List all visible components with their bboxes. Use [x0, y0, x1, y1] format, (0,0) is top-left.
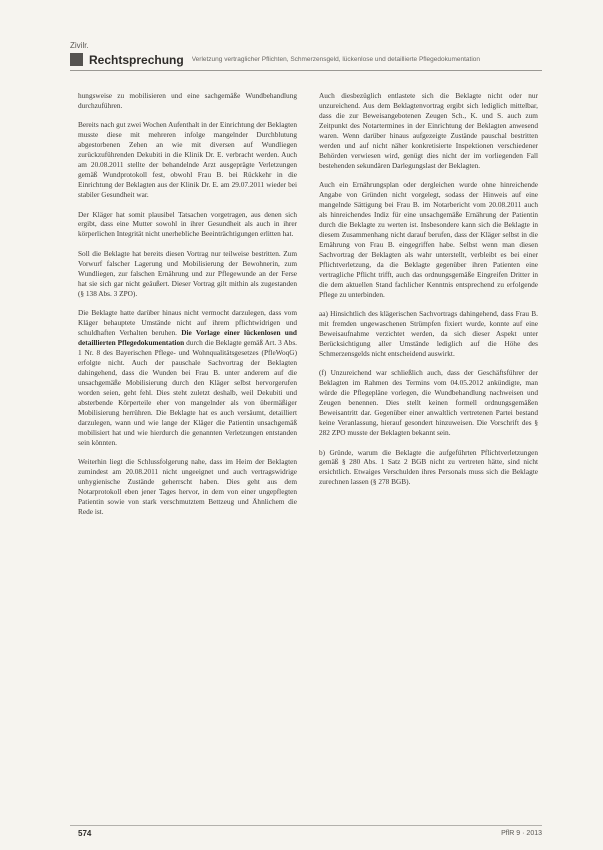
paragraph-text: durch die Beklagte gemäß Art. 3 Abs. 1 Nr. 8 des Bayerischen Pflege- und Wohnqualitätsgesetzes (PfleWoqG) erfolgte nicht. Auch der pauschale Sachvortrag der Beklagten dahingehend, dass die Wunden bei Frau B. unter anderem auf die unsachgemäße Mobilisierung durch den Kläger selbst hervorgerufen worden seien, geht fehl. Dies steht zuletzt deshalb, weil Dekubiti und absterbende Körperteile eher von mangelnder als von übermäßiger Mobilisierung herrühren. Die Beklagte hat es auch versäumt, detailliert darzulegen, wann und wie lange der Kläger die Patientin unsachgemäß mobilisiert hat und wie hierdurch die genannten Verletzungen entstanden sein könnten. [78, 338, 297, 447]
right-column [319, 91, 538, 497]
paragraph: Der Kläger hat somit plausibel Tatsachen vorgetragen, aus denen sich ergibt, dass eine Mutter sowohl in ihrer Gesundheit als auch in ihrer körperlichen Integrität nicht unerhebliche Beeinträchtigungen erlitten hat. [78, 209, 297, 239]
paragraph: Auch diesbezüglich entlastete sich die Beklagte nicht oder nur unzureichend. Aus dem Beklagtenvortrag ergibt sich lediglich mittelbar, dass die zur Beweisangebotenen Zeugen Sch., K. und S. auch zum Zeitpunkt des Notartermines in der Einrichtung der Beklagten anwesend waren. Wenn darüber hinaus aufgezeigte Zustände pauschal bestritten werden und auf nicht näher konkretisierte Inspektionen verschiedener Behörden verwiesen wird, genügt dies nicht der im vorliegenden Fall bestehenden sekundären Darlegungslast der Beklagten. [319, 91, 538, 170]
section-subtitle: Verletzung vertraglicher Pflichten, Schmerzensgeld, lückenlose und detaillierte Pflegedokumentation [191, 56, 481, 63]
paragraph-text: Die Beklagte hatte darüber hinaus nicht vermocht darzulegen, dass vom Kläger behauptete Umstände nicht auf ihrem pflichtwidrigen und schuldhaften Verhalten beruhen. [78, 308, 297, 338]
journal-reference: PflR 9 · 2013 [501, 830, 542, 837]
paragraph: b) Gründe, warum die Beklagte die aufgeführten Pflichtverletzungen gemäß § 280 Abs. 1 Satz 2 BGB nicht zu vertreten hätte, sind nicht ersichtlich. Etwaiges Verschulden ihres Personals muss sich die Beklagte zurechnen lassen (§ 278 BGB). [319, 447, 538, 487]
footer-divider [70, 825, 542, 826]
paragraph: hungsweise zu mobilisieren und eine sachgemäße Wundbehandlung durchzuführen. [78, 91, 297, 110]
paragraph: aa) Hinsichtlich des klägerischen Sachvortrags dahingehend, dass Frau B. mit fremden ungewaschenen Strümpfen fixiert wurde, konnte auf eine Beweisaufnahme verzichtet werden, da sich dieser Aspekt unter Berücksichtigung aller Umstände lediglich auf die Höhe des Schmerzensgelds nicht entscheidend auswirkt. [319, 309, 538, 358]
section-title: Rechtsprechung [89, 52, 184, 67]
header-divider [70, 70, 542, 71]
paragraph [78, 308, 297, 447]
paragraph: Bereits nach gut zwei Wochen Aufenthalt in der Einrichtung der Beklagten musste diese mit mehreren infolge mangelnder Durchblutung abgestorbenen Zehen an wie mit diversen auf Wundliegen zurückzuführenden Dekubiti in die Klinik Dr. E. verbracht werden. Auch am 20.08.2011 stellte der behandelnde Arzt ausgeprägte Verletzungen gemäß Wundprotokoll fest, obwohl Frau B. bei Rückkehr in die Einrichtung der Beklagten aus der Klinik Dr. E. am 29.07.2011 wieder bei stabiler Gesundheit war. [78, 120, 297, 200]
paragraph: Soll die Beklagte hat bereits diesen Vortrag nur teilweise bestritten. Zum Vorwurf falscher Lagerung und Mobilisierung der Bewohnerin, zum Wundliegen, zur falschen Ernährung und zur Pflegewunde an der Ferse hat sie sich gar nicht geäußert. Dieser Vortrag gilt mithin als zugestanden (§ 138 Abs. 3 ZPO). [78, 248, 297, 298]
left-column [78, 91, 297, 526]
emphasized-text: Die Vorlage einer lückenlosen und detaillierten Pflegedokumentation [78, 328, 297, 348]
page-number: 574 [78, 829, 92, 838]
paragraph: (f) Unzureichend war schließlich auch, dass der Geschäftsführer der Beklagten im Rahmen des Termins vom 04.05.2012 ankündigte, man würde die Pflegepläne vorlegen, die Wundbehandlung nachweisen und Zeugen benennen. Dies stellt keinen formell ordnungsgemäßen Beweisantritt dar. Gegenüber einer anwaltlich vertretenen Partei bestand keine Veranlassung, hierauf gesondert hinzuweisen. Die Vorschrift des § 282 ZPO musste der Beklagten bekannt sein. [319, 368, 538, 438]
paragraph: Auch ein Ernährungsplan oder dergleichen wurde ohne hinreichende Angabe von Gründen nicht vorgelegt, sodass der Hinweis auf eine mangelnde Sättigung bei Frau B. im Notarbericht vom 20.08.2011 auch als hinreichendes Indiz für eine unsachgemäße Ernährung der Patientin durch die Beklagte zu werten ist. Insbesondere kann sich die Beklagte in diesem Zusammenhang nicht darauf berufen, dass der Kläger selbst in die Ernährung von Frau B. eingegriffen habe. Selbst wenn man diesen Sachvortrag der Beklagten als wahr unterstellt, verbleibt es bei einer Pflichtverletzung, da die Beklagte gegenüber ihren Patienten eine vertragliche Pflicht trifft, auch das ordnungsgemäße Eingreifen Dritter in die dem aktuellen Stand fachlicher Kenntnis entsprechend zu erfolgende Pflege zu unterbinden. [319, 180, 538, 299]
section-header [70, 53, 542, 66]
paragraph: Weiterhin liegt die Schlussfolgerung nahe, dass im Heim der Beklagten zumindest am 20.08.2011 nicht ungeeignet und auch vertragswidrige unhygienische Zustände geherrscht haben. Dies geht aus dem Notarprotokoll eben jener Tages hervor, in dem von einer ungepflegten Patientin sowie von stark verschmutztem Bettzeug und Ähnlichem die Rede ist. [78, 457, 297, 516]
section-marker-square [70, 53, 83, 66]
section-label: Zivilr. [70, 41, 89, 50]
